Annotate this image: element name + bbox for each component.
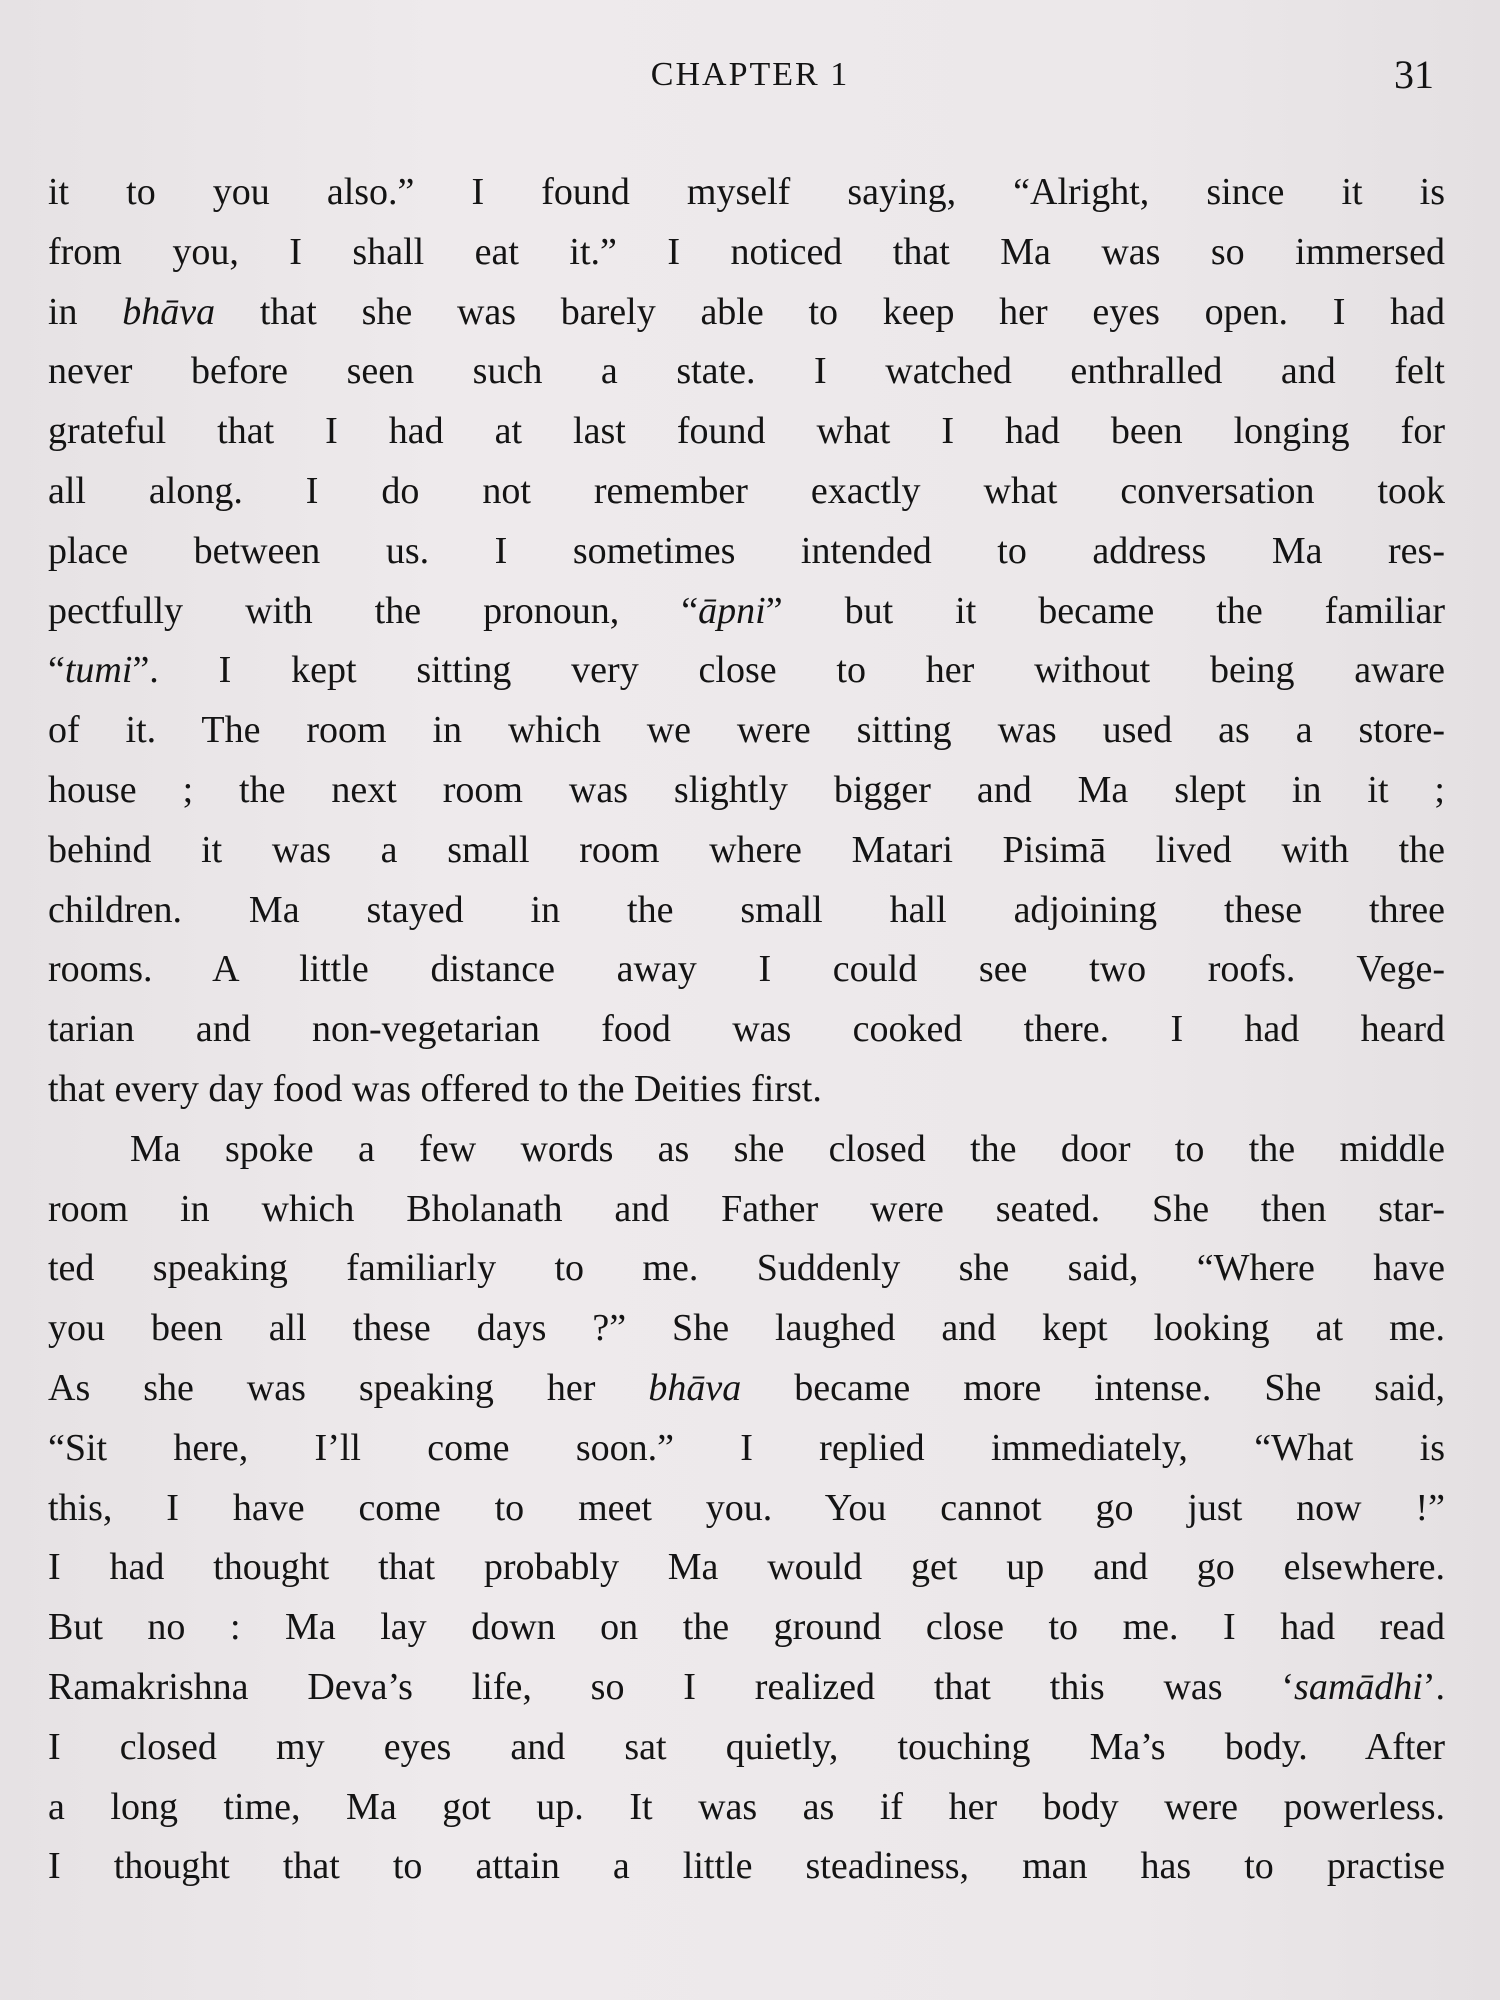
text-segment: tarian and non-vegetarian food was cooked there. I had heard: [48, 1008, 1445, 1051]
text-segment: of it. The room in which we were sitting was used as a store-: [48, 709, 1445, 752]
chapter-label: CHAPTER 1: [650, 56, 850, 93]
text-segment: that she was barely able to keep her eyes open. I had: [215, 290, 1445, 333]
italic-term: āpni: [698, 589, 766, 632]
text-line: [48, 821, 1445, 881]
text-segment: in: [48, 290, 123, 333]
text-line: [48, 163, 1445, 223]
text-line: [48, 342, 1445, 402]
text-line: [48, 1000, 1445, 1060]
text-line: [48, 522, 1445, 582]
text-segment: But no : Ma lay down on the ground close to me. I had read: [48, 1606, 1445, 1649]
text-segment: I closed my eyes and sat quietly, touching Ma’s body. After: [48, 1725, 1445, 1768]
text-segment: a long time, Ma got up. It was as if her body were powerless.: [48, 1785, 1445, 1828]
text-segment: this, I have come to meet you. You cannot go just now !”: [48, 1486, 1445, 1529]
text-line: [48, 1658, 1445, 1718]
text-segment: that every day food was offered to the Deities first.: [48, 1067, 822, 1110]
text-line: [48, 1419, 1445, 1479]
text-line: [48, 462, 1445, 522]
text-segment: ”. I kept sitting very close to her without being aware: [132, 649, 1445, 692]
text-segment: ” but it became the familiar: [765, 589, 1445, 632]
italic-term: tumi: [64, 649, 133, 692]
text-segment: Ma spoke a few words as she closed the door to the middle: [130, 1127, 1445, 1170]
text-line: [48, 1479, 1445, 1539]
text-line: [48, 1359, 1445, 1419]
text-segment: ted speaking familiarly to me. Suddenly she said, “Where have: [48, 1247, 1445, 1290]
italic-term: samādhi: [1294, 1665, 1423, 1708]
text-line: [48, 1598, 1445, 1658]
italic-term: bhāva: [122, 290, 216, 333]
text-segment: all along. I do not remember exactly what conversation took: [48, 469, 1445, 512]
text-line: [48, 641, 1445, 701]
text-segment: behind it was a small room where Matari Pisimā lived with the: [48, 828, 1445, 871]
text-line: [48, 283, 1445, 343]
text-line: [48, 1538, 1445, 1598]
text-line: [48, 223, 1445, 283]
text-segment: “: [48, 649, 65, 692]
text-segment: pectfully with the pronoun, “: [48, 589, 699, 632]
text-segment: place between us. I sometimes intended to address Ma res-: [48, 529, 1445, 572]
text-line: [48, 881, 1445, 941]
running-head: [0, 50, 1500, 110]
text-line: [48, 701, 1445, 761]
italic-term: bhāva: [648, 1366, 742, 1409]
text-line: [48, 940, 1445, 1000]
text-segment: you been all these days ?” She laughed and kept looking at me.: [48, 1307, 1445, 1350]
text-segment: from you, I shall eat it.” I noticed that Ma was so immersed: [48, 230, 1445, 273]
text-line: [48, 1778, 1445, 1838]
text-line: [48, 402, 1445, 462]
text-line: [48, 1837, 1445, 1897]
text-line: [48, 761, 1445, 821]
text-segment: rooms. A little distance away I could see two roofs. Vege-: [48, 948, 1445, 991]
text-segment: room in which Bholanath and Father were seated. She then star-: [48, 1187, 1445, 1230]
text-line: [48, 1120, 1445, 1180]
text-segment: became more intense. She said,: [741, 1366, 1445, 1409]
text-segment: As she was speaking her: [48, 1366, 649, 1409]
text-line: [48, 1239, 1445, 1299]
text-segment: I thought that to attain a little steadiness, man has to practise: [48, 1845, 1445, 1888]
text-segment: children. Ma stayed in the small hall adjoining these three: [48, 888, 1445, 931]
text-segment: “Sit here, I’ll come soon.” I replied immediately, “What is: [48, 1426, 1445, 1469]
text-segment: it to you also.” I found myself saying, “Alright, since it is: [48, 171, 1445, 213]
text-segment: house ; the next room was slightly bigger and Ma slept in it ;: [48, 768, 1445, 811]
text-line: [48, 1299, 1445, 1359]
text-line: [48, 1718, 1445, 1778]
body-text: [48, 163, 1445, 1897]
text-line: [48, 582, 1445, 642]
text-segment: ’.: [1422, 1665, 1445, 1708]
text-segment: Ramakrishna Deva’s life, so I realized that this was ‘: [48, 1665, 1295, 1708]
text-line: [48, 1060, 1445, 1120]
text-segment: I had thought that probably Ma would get up and go elsewhere.: [48, 1546, 1445, 1589]
text-segment: never before seen such a state. I watched enthralled and felt: [48, 350, 1445, 393]
text-segment: grateful that I had at last found what I had been longing for: [48, 410, 1445, 453]
text-line: [48, 1180, 1445, 1240]
page-number: 31: [1394, 52, 1434, 97]
